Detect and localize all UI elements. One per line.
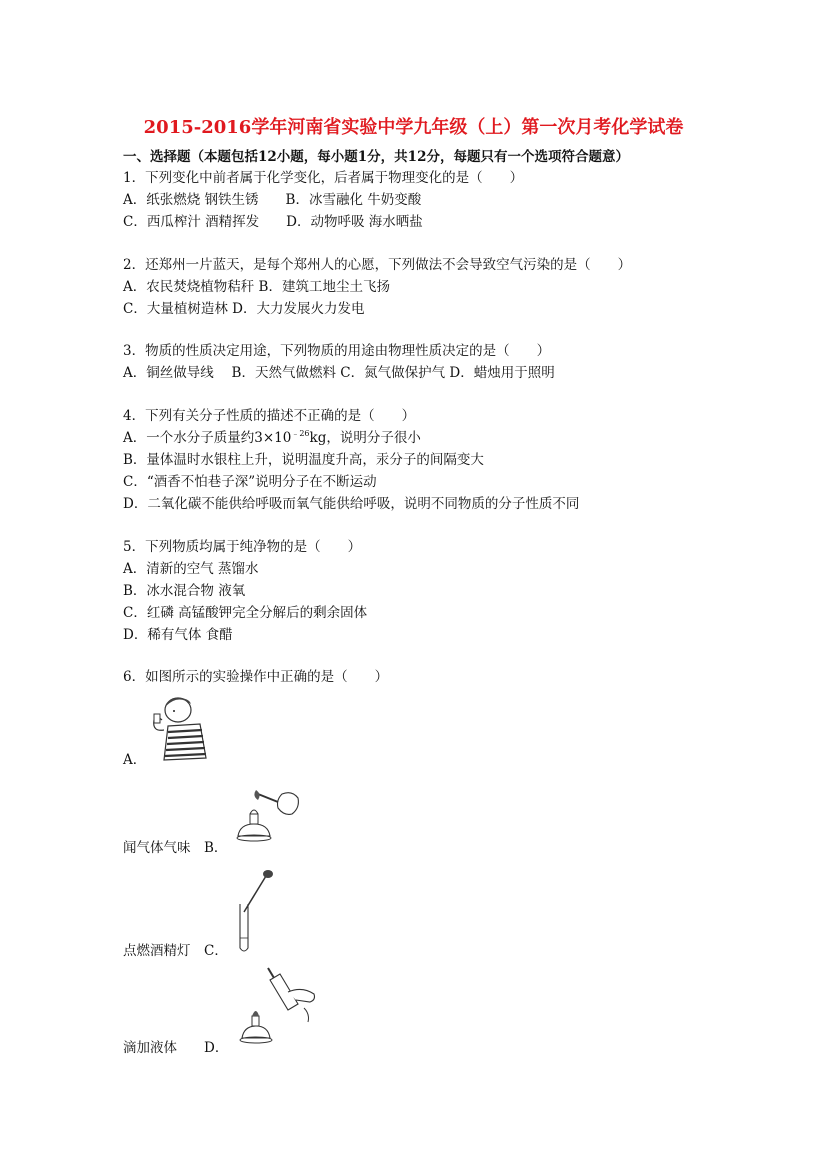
q4-exponent: ﹣26 xyxy=(291,429,310,438)
q1-options-ab: A．纸张燃烧 钢铁生锈 B．冰雪融化 牛奶变酸 xyxy=(123,192,422,208)
section-heading: 一、选择题（本题包括12小题，每小题1分，共12分，每题只有一个选项符合题意） xyxy=(123,149,629,165)
q5-option-d: D．稀有气体 食醋 xyxy=(123,627,233,643)
q6-option-b-caption: 闻气体气味 B． xyxy=(123,840,228,856)
q5-option-a: A．清新的空气 蒸馏水 xyxy=(123,561,259,577)
page-title: 2015-2016学年河南省实验中学九年级（上）第一次月考化学试卷 xyxy=(143,117,684,138)
q6-option-d-caption: 滴加液体 D． xyxy=(123,1040,229,1056)
q4-option-a-text: A．一个水分子质量约3×10 xyxy=(123,430,292,446)
heating-test-tube-figure xyxy=(230,964,326,1050)
q4-option-b: B．量体温时水银柱上升，说明温度升高，汞分子的间隔变大 xyxy=(123,452,484,468)
q6-option-c-caption: 点燃酒精灯 C． xyxy=(123,943,228,959)
dropper-test-tube-figure xyxy=(230,868,280,954)
q1-stem: 1．下列变化中前者属于化学变化，后者属于物理变化的是（ ） xyxy=(123,170,524,186)
q5-stem: 5．下列物质均属于纯净物的是（ ） xyxy=(123,539,362,555)
q2-options-ab: A．农民焚烧植物秸秆 B．建筑工地尘土飞扬 xyxy=(123,279,390,295)
q1-options-cd: C．西瓜榨汁 酒精挥发 D．动物呼吸 海水晒盐 xyxy=(123,214,423,230)
q2-stem: 2．还郑州一片蓝天，是每个郑州人的心愿，下列做法不会导致空气污染的是（ ） xyxy=(123,257,632,273)
q4-option-a-unit: kg，说明分子很小 xyxy=(309,430,421,446)
alcohol-lamp-lighting-figure xyxy=(230,780,304,848)
q5-option-b: B．冰水混合物 液氧 xyxy=(123,583,246,599)
q4-option-c: C．“酒香不怕巷子深”说明分子在不断运动 xyxy=(123,474,377,490)
q6-option-a-label: A． xyxy=(123,752,147,768)
q4-option-d: D．二氧化碳不能供给呼吸而氧气能供给呼吸，说明不同物质的分子性质不同 xyxy=(123,496,580,512)
q2-options-cd: C．大量植树造林 D．大力发展火力发电 xyxy=(123,301,365,317)
smelling-gas-figure xyxy=(144,694,210,762)
q3-stem: 3．物质的性质决定用途，下列物质的用途由物理性质决定的是（ ） xyxy=(123,343,551,359)
q4-option-a xyxy=(123,426,421,446)
q3-options: A．铜丝做导线 B．天然气做燃料 C．氮气做保护气 D．蜡烛用于照明 xyxy=(123,365,555,381)
q5-option-c: C．红磷 高锰酸钾完全分解后的剩余固体 xyxy=(123,605,368,621)
q4-stem: 4．下列有关分子性质的描述不正确的是（ ） xyxy=(123,408,416,424)
q6-stem: 6．如图所示的实验操作中正确的是（ ） xyxy=(123,669,389,685)
